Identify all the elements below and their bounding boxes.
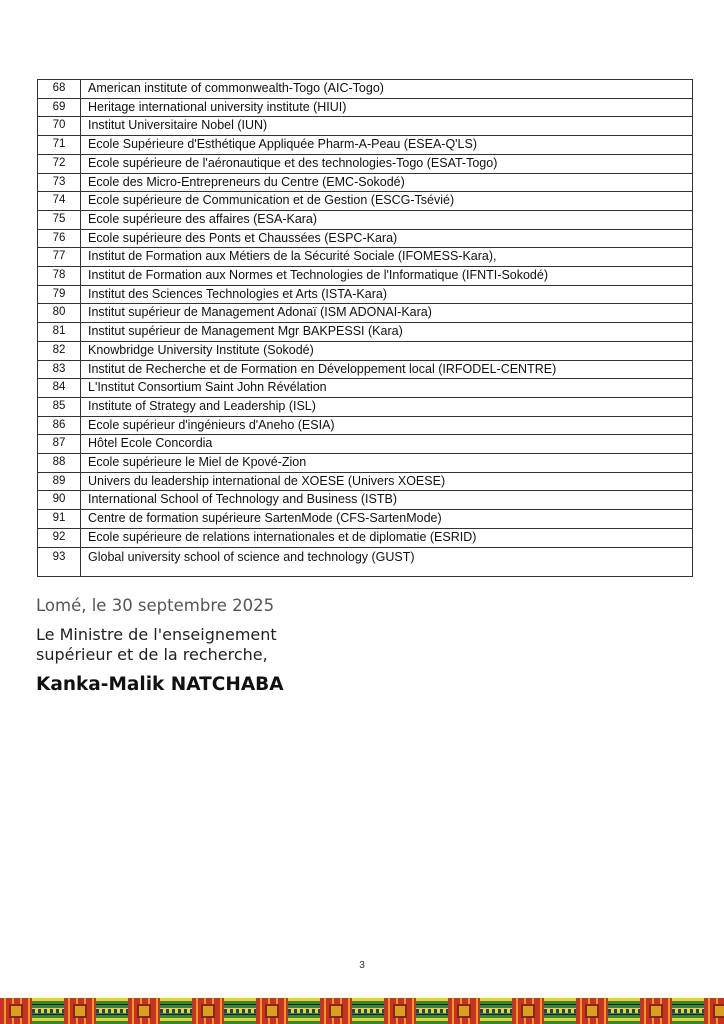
table-row <box>38 304 693 323</box>
signature-title <box>36 625 336 665</box>
table-row <box>38 323 693 342</box>
table-row <box>38 454 693 473</box>
kente-tile <box>672 998 704 1024</box>
institution-name: Ecole Supérieure d'Esthétique Appliquée Pharm-A-Peau (ESEA-Q'LS) <box>81 136 693 155</box>
kente-tile <box>352 998 384 1024</box>
institution-name: Institut des Sciences Technologies et Arts (ISTA-Kara) <box>81 285 693 304</box>
institution-name: Global university school of science and technology (GUST) <box>81 547 693 576</box>
kente-tile <box>544 998 576 1024</box>
kente-tile <box>192 998 224 1024</box>
institution-name: Ecole supérieure des Ponts et Chaussées (ESPC-Kara) <box>81 229 693 248</box>
row-number: 90 <box>38 491 81 510</box>
institution-name: Centre de formation supérieure SartenMode (CFS-SartenMode) <box>81 510 693 529</box>
institution-name: Institut supérieur de Management Mgr BAKPESSI (Kara) <box>81 323 693 342</box>
signatory-name: Kanka-Malik NATCHABA <box>36 674 284 695</box>
kente-tile <box>96 998 128 1024</box>
table-row <box>38 98 693 117</box>
institutions-table-body <box>38 80 693 577</box>
row-number: 80 <box>38 304 81 323</box>
table-row <box>38 285 693 304</box>
kente-tile <box>704 998 724 1024</box>
kente-tile <box>64 998 96 1024</box>
table-row <box>38 435 693 454</box>
institution-name: Ecole supérieure des affaires (ESA-Kara) <box>81 210 693 229</box>
table-row <box>38 136 693 155</box>
institution-name: Ecole des Micro-Entrepreneurs du Centre (EMC-Sokodé) <box>81 173 693 192</box>
institution-name: Ecole supérieure de relations internationales et de diplomatie (ESRID) <box>81 528 693 547</box>
kente-tile <box>608 998 640 1024</box>
institution-name: Institut Universitaire Nobel (IUN) <box>81 117 693 136</box>
institutions-table <box>37 79 693 577</box>
institution-name: Knowbridge University Institute (Sokodé) <box>81 341 693 360</box>
row-number: 69 <box>38 98 81 117</box>
row-number: 78 <box>38 267 81 286</box>
kente-tile <box>224 998 256 1024</box>
table-row <box>38 248 693 267</box>
table-row <box>38 379 693 398</box>
row-number: 68 <box>38 80 81 99</box>
table-row <box>38 472 693 491</box>
institution-name: Ecole supérieure de l'aéronautique et des technologies-Togo (ESAT-Togo) <box>81 154 693 173</box>
row-number: 89 <box>38 472 81 491</box>
row-number: 76 <box>38 229 81 248</box>
kente-tile <box>416 998 448 1024</box>
row-number: 83 <box>38 360 81 379</box>
table-row <box>38 397 693 416</box>
institution-name: Ecole supérieure le Miel de Kpové-Zion <box>81 454 693 473</box>
institution-name: Ecole supérieur d'ingénieurs d'Aneho (ESIA) <box>81 416 693 435</box>
row-number: 86 <box>38 416 81 435</box>
row-number: 81 <box>38 323 81 342</box>
institution-name: Heritage international university institute (HIUI) <box>81 98 693 117</box>
institution-name: Ecole supérieure de Communication et de Gestion (ESCG-Tsévié) <box>81 192 693 211</box>
kente-tile <box>256 998 288 1024</box>
signature-title-line2: supérieur et de la recherche, <box>36 645 268 664</box>
kente-tile <box>32 998 64 1024</box>
table-row <box>38 154 693 173</box>
row-number: 75 <box>38 210 81 229</box>
table-row <box>38 416 693 435</box>
row-number: 74 <box>38 192 81 211</box>
kente-tile <box>480 998 512 1024</box>
institution-name: Institute of Strategy and Leadership (ISL) <box>81 397 693 416</box>
signature-title-line1: Le Ministre de l'enseignement <box>36 625 277 644</box>
table-row <box>38 360 693 379</box>
institution-name: American institute of commonwealth-Togo (AIC-Togo) <box>81 80 693 99</box>
row-number: 72 <box>38 154 81 173</box>
table-row <box>38 491 693 510</box>
row-number: 93 <box>38 547 81 576</box>
institution-name: Univers du leadership international de XOESE (Univers XOESE) <box>81 472 693 491</box>
institution-name: Hôtel Ecole Concordia <box>81 435 693 454</box>
institution-name: L'Institut Consortium Saint John Révélation <box>81 379 693 398</box>
row-number: 85 <box>38 397 81 416</box>
row-number: 91 <box>38 510 81 529</box>
kente-tile <box>160 998 192 1024</box>
kente-tile <box>512 998 544 1024</box>
row-number: 70 <box>38 117 81 136</box>
table-row <box>38 173 693 192</box>
kente-tile <box>448 998 480 1024</box>
table-row <box>38 341 693 360</box>
kente-tile <box>288 998 320 1024</box>
signature-place-date: Lomé, le 30 septembre 2025 <box>36 596 275 615</box>
kente-tile <box>640 998 672 1024</box>
page-number: 3 <box>359 960 365 971</box>
kente-tile <box>0 998 32 1024</box>
table-row <box>38 547 693 576</box>
table-row <box>38 210 693 229</box>
institution-name: Institut de Formation aux Normes et Technologies de l'Informatique (IFNTI-Sokodé) <box>81 267 693 286</box>
table-row <box>38 117 693 136</box>
table-row <box>38 510 693 529</box>
row-number: 92 <box>38 528 81 547</box>
row-number: 82 <box>38 341 81 360</box>
row-number: 88 <box>38 454 81 473</box>
kente-border-decoration <box>0 998 724 1024</box>
kente-tile <box>320 998 352 1024</box>
row-number: 73 <box>38 173 81 192</box>
row-number: 71 <box>38 136 81 155</box>
kente-tile <box>576 998 608 1024</box>
institution-name: International School of Technology and Business (ISTB) <box>81 491 693 510</box>
row-number: 84 <box>38 379 81 398</box>
kente-tile <box>384 998 416 1024</box>
row-number: 79 <box>38 285 81 304</box>
table-row <box>38 229 693 248</box>
table-row <box>38 80 693 99</box>
table-row <box>38 528 693 547</box>
institution-name: Institut de Formation aux Métiers de la Sécurité Sociale (IFOMESS-Kara), <box>81 248 693 267</box>
row-number: 87 <box>38 435 81 454</box>
table-row <box>38 267 693 286</box>
kente-tile <box>128 998 160 1024</box>
institution-name: Institut supérieur de Management Adonaï (ISM ADONAI-Kara) <box>81 304 693 323</box>
table-row <box>38 192 693 211</box>
institution-name: Institut de Recherche et de Formation en Développement local (IRFODEL-CENTRE) <box>81 360 693 379</box>
row-number: 77 <box>38 248 81 267</box>
